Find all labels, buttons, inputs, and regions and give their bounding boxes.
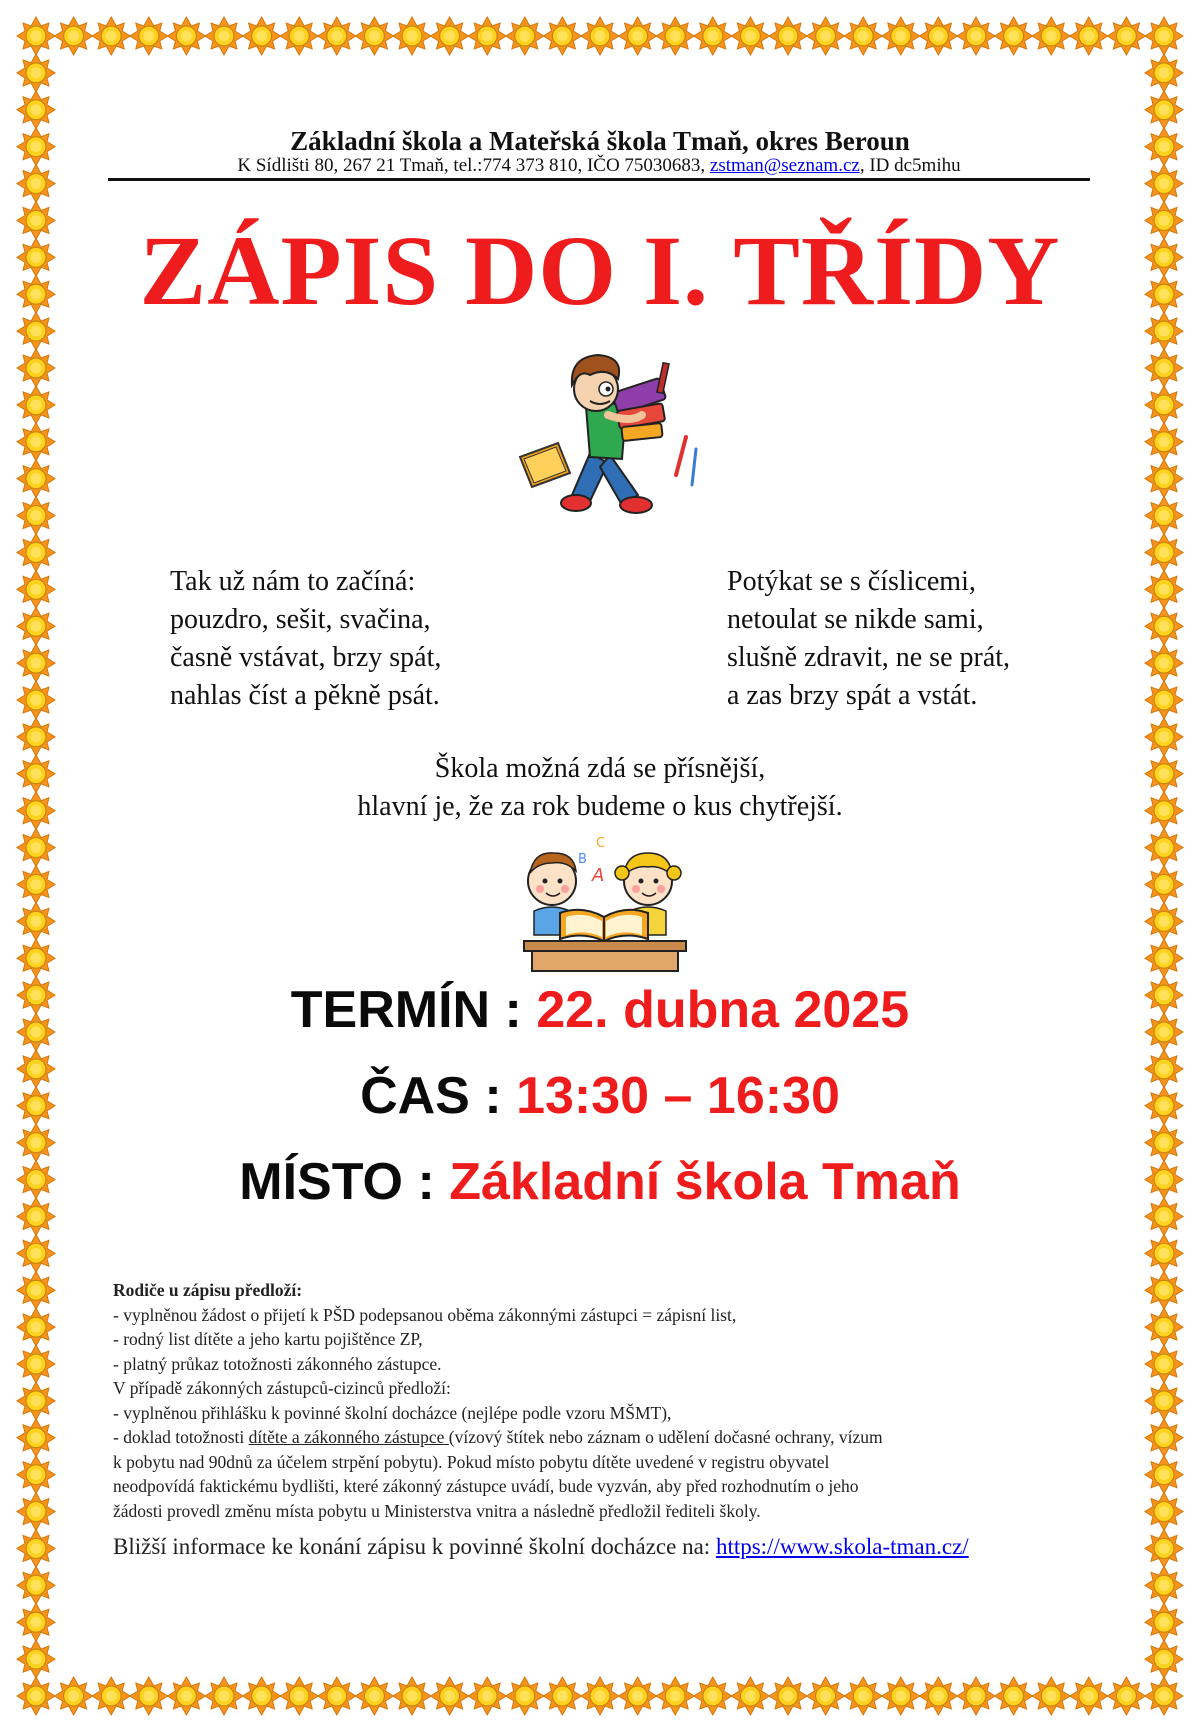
sun-icon [1145, 386, 1183, 424]
sun-icon [1145, 275, 1183, 313]
requirement-item: - vyplněnou žádost o přijetí k PŠD podepsanou oběma zákonnými zástupci = zápisní list, [113, 1304, 737, 1325]
requirement-continuation: neodpovídá faktickému bydlišti, které zákonný zástupce uvádí, bude vyzván, aby před rozhodnutím o jeho [113, 1476, 859, 1496]
sun-icon [280, 1677, 318, 1715]
sun-icon [130, 17, 168, 55]
sun-icon [1070, 17, 1108, 55]
sun-icon [17, 1566, 55, 1604]
sun-icon [17, 17, 55, 55]
poem-closing [100, 750, 1100, 826]
sun-icon [1032, 1677, 1070, 1715]
requirement-underlined-text: dítěte a zákonného zástupce [248, 1427, 449, 1447]
sun-icon [17, 1197, 55, 1235]
sun-icon [55, 17, 93, 55]
sun-icon [17, 1640, 55, 1678]
sun-icon [17, 1050, 55, 1088]
sun-icon [17, 238, 55, 276]
sun-icon [1145, 533, 1183, 571]
sun-icon [17, 755, 55, 793]
sun-icon [1145, 460, 1183, 498]
sun-icon [393, 17, 431, 55]
requirement-item: - vyplněnou přihlášku k povinné školní docházce (nejlépe podle vzoru MŠMT), [113, 1402, 672, 1423]
children-reading-illustration [520, 825, 690, 975]
sun-icon [844, 17, 882, 55]
date-value: 22. dubna 2025 [536, 981, 910, 1039]
sun-icon [243, 1677, 281, 1715]
sun-icon [17, 91, 55, 129]
sun-icon [468, 1677, 506, 1715]
requirement-continuation: k pobytu nad 90dnů za účelem strpění pobytu). Pokud místo pobytu dítěte uvedené v registru obyvatel [113, 1451, 830, 1472]
sun-icon [17, 201, 55, 239]
poem-line: Škola možná zdá se přísnější, [434, 753, 766, 784]
sun-icon [919, 17, 957, 55]
sun-icon [1145, 1566, 1183, 1604]
sun-icon [17, 644, 55, 682]
sun-icon [1107, 17, 1145, 55]
sun-icon [92, 17, 130, 55]
poem-line: a zas brzy spát a vstát. [727, 680, 978, 711]
time-value: 13:30 – 16:30 [516, 1067, 840, 1125]
foreign-requirements-heading: V případě zákonných zástupců-cizinců předloží: [113, 1378, 451, 1398]
sun-icon [1145, 165, 1183, 203]
sun-icon [1145, 1234, 1183, 1272]
poem-line: slušně zdravit, ne se prát, [727, 642, 1011, 673]
sun-icon [1145, 939, 1183, 977]
sun-icon [17, 829, 55, 867]
sun-icon [17, 792, 55, 830]
main-title: ZÁPIS DO I. TŘÍDY [139, 215, 1061, 326]
date-row [100, 980, 1100, 1040]
sun-icon [1145, 1050, 1183, 1088]
sun-icon [1145, 312, 1183, 350]
time-row [100, 1066, 1100, 1126]
sun-icon [17, 681, 55, 719]
requirement-text: (vízový štítek nebo záznam o udělení dočasné ochrany, vízum [448, 1427, 883, 1447]
sun-icon [17, 460, 55, 498]
letter-c: C [596, 836, 606, 851]
sun-icon [17, 128, 55, 166]
sun-icon [807, 1677, 845, 1715]
sun-icon [1145, 17, 1183, 55]
sun-icon [619, 17, 657, 55]
sun-icon [431, 17, 469, 55]
sun-icon [1145, 1345, 1183, 1383]
sun-icon [17, 1271, 55, 1309]
sun-icon [1145, 570, 1183, 608]
sun-icon [55, 1677, 93, 1715]
poem-line: netoulat se nikde sami, [727, 604, 984, 635]
sun-icon [919, 1677, 957, 1715]
sun-icon [769, 1677, 807, 1715]
sun-icon [995, 1677, 1033, 1715]
sun-icon [731, 1677, 769, 1715]
sun-icon [355, 17, 393, 55]
sun-icon [769, 17, 807, 55]
sun-icon [543, 1677, 581, 1715]
sun-icon [17, 865, 55, 903]
sun-icon [844, 1677, 882, 1715]
sun-icon [1145, 1382, 1183, 1420]
sun-icon [130, 1677, 168, 1715]
requirements-block [113, 1278, 1073, 1523]
sun-icon [694, 1677, 732, 1715]
sun-icon [205, 1677, 243, 1715]
sun-icon [1145, 792, 1183, 830]
sun-icon [1145, 829, 1183, 867]
sun-icon [17, 976, 55, 1014]
sun-icon [1145, 1197, 1183, 1235]
sun-icon [280, 17, 318, 55]
sun-icon [17, 386, 55, 424]
sun-icon [619, 1677, 657, 1715]
sun-icon [17, 1493, 55, 1531]
sun-icon [1145, 1271, 1183, 1309]
sun-icon [243, 17, 281, 55]
sun-icon [1145, 681, 1183, 719]
sun-icon [1107, 1677, 1145, 1715]
sun-icon [731, 17, 769, 55]
sun-icon [205, 17, 243, 55]
more-info [113, 1534, 1093, 1560]
sun-icon [543, 17, 581, 55]
sun-icon [581, 1677, 619, 1715]
sun-icon [1145, 128, 1183, 166]
sun-icon [17, 1345, 55, 1383]
sun-icon [1145, 1124, 1183, 1162]
sun-icon [1145, 1640, 1183, 1678]
requirement-continuation: žádosti provedl změnu místa pobytu u Ministerstva vnitra a následně předložil řediteli školy. [113, 1500, 761, 1521]
sun-icon [17, 1456, 55, 1494]
sun-icon [957, 1677, 995, 1715]
sun-icon [92, 1677, 130, 1715]
sun-icon [1145, 1603, 1183, 1641]
sun-icon [17, 423, 55, 461]
school-id: , ID dc5mihu [859, 155, 961, 176]
sun-icon [17, 497, 55, 535]
poem-line: Tak už nám to začíná: [170, 566, 416, 597]
date-label: TERMÍN : [290, 981, 522, 1039]
sun-icon [17, 312, 55, 350]
sun-icon [17, 607, 55, 645]
sun-icon [17, 902, 55, 940]
sun-icon [17, 1419, 55, 1457]
sun-icon [1145, 976, 1183, 1014]
sun-icon [1145, 902, 1183, 940]
school-address [108, 155, 1090, 181]
sun-icon [17, 165, 55, 203]
more-info-text: Bližší informace ke konání zápisu k povinné školní docházce na: [113, 1534, 716, 1559]
sun-icon [17, 54, 55, 92]
sun-icon [17, 1161, 55, 1199]
letter-a: A [592, 865, 605, 886]
sun-icon [581, 17, 619, 55]
flyer-content [100, 100, 1100, 1640]
sun-icon [1145, 718, 1183, 756]
sun-icon [1145, 1161, 1183, 1199]
poem-line: hlavní je, že za rok budeme o kus chytřejší. [357, 791, 843, 822]
sun-icon [1145, 1529, 1183, 1567]
sun-icon [17, 1234, 55, 1272]
sun-icon [17, 275, 55, 313]
place-value: Základní škola Tmaň [449, 1153, 961, 1211]
sun-icon [1145, 91, 1183, 129]
sun-icon [1145, 423, 1183, 461]
sun-icon [1145, 1419, 1183, 1457]
sun-icon [17, 1529, 55, 1567]
sun-icon [431, 1677, 469, 1715]
place-label: MÍSTO : [239, 1153, 435, 1211]
requirement-item: - rodný list dítěte a jeho kartu pojištěnce ZP, [113, 1329, 423, 1349]
sun-icon [1070, 1677, 1108, 1715]
sun-icon [17, 570, 55, 608]
poem-line: pouzdro, sešit, svačina, [170, 604, 431, 635]
sun-icon [17, 1603, 55, 1641]
sun-icon [694, 17, 732, 55]
sun-icon [882, 17, 920, 55]
sun-icon [656, 1677, 694, 1715]
sun-icon [17, 1013, 55, 1051]
poem-line: časně vstávat, brzy spát, [170, 642, 442, 673]
sun-icon [17, 1308, 55, 1346]
sun-icon [1145, 1456, 1183, 1494]
sun-icon [17, 1087, 55, 1125]
sun-icon [656, 17, 694, 55]
school-name: Základní škola a Mateřská škola Tmaň, okres Beroun [290, 126, 910, 156]
letter-b: B [578, 852, 587, 867]
sun-icon [807, 17, 845, 55]
sun-icon [355, 1677, 393, 1715]
sun-icon [1145, 201, 1183, 239]
sun-icon [1145, 238, 1183, 276]
place-row [100, 1152, 1100, 1212]
sun-icon [17, 1677, 55, 1715]
sun-icon [167, 17, 205, 55]
sun-icon [1145, 644, 1183, 682]
sun-icon [17, 533, 55, 571]
email-link[interactable]: zstman@seznam.cz [709, 155, 860, 176]
sun-icon [506, 17, 544, 55]
sun-icon [1145, 1493, 1183, 1531]
sun-icon [17, 718, 55, 756]
sun-icon [393, 1677, 431, 1715]
poem-right-stanza [727, 563, 1087, 715]
sun-icon [1145, 1087, 1183, 1125]
sun-icon [167, 1677, 205, 1715]
sun-icon [1145, 865, 1183, 903]
sun-icon [17, 1382, 55, 1420]
sun-icon [318, 17, 356, 55]
sun-icon [1145, 755, 1183, 793]
requirement-item: - platný průkaz totožnosti zákonného zástupce. [113, 1353, 442, 1374]
sun-icon [995, 17, 1033, 55]
poem-line: Potýkat se s číslicemi, [727, 566, 976, 597]
website-link[interactable]: https://www.skola-tman.cz/ [715, 1534, 969, 1559]
address-text: K Sídlišti 80, 267 21 Tmaň, tel.:774 373 810, IČO 75030683, [237, 155, 706, 176]
sun-icon [318, 1677, 356, 1715]
sun-icon [1145, 1013, 1183, 1051]
sun-icon [506, 1677, 544, 1715]
sun-icon [1145, 349, 1183, 387]
sun-icon [1145, 1308, 1183, 1346]
requirement-item [113, 1425, 1073, 1450]
sun-icon [17, 349, 55, 387]
requirement-text: - doklad totožnosti [113, 1427, 249, 1447]
sun-icon [1145, 497, 1183, 535]
requirements-heading: Rodiče u zápisu předloží: [113, 1280, 303, 1300]
poem-left-stanza [170, 563, 590, 715]
time-label: ČAS : [360, 1067, 502, 1125]
sun-icon [17, 1124, 55, 1162]
sun-icon [957, 17, 995, 55]
schoolboy-illustration [510, 345, 710, 520]
sun-icon [882, 1677, 920, 1715]
poem-line: nahlas číst a pěkně psát. [170, 680, 440, 711]
sun-icon [468, 17, 506, 55]
sun-icon [1145, 607, 1183, 645]
sun-icon [1032, 17, 1070, 55]
sun-icon [1145, 54, 1183, 92]
sun-icon [17, 939, 55, 977]
sun-icon [1145, 1677, 1183, 1715]
